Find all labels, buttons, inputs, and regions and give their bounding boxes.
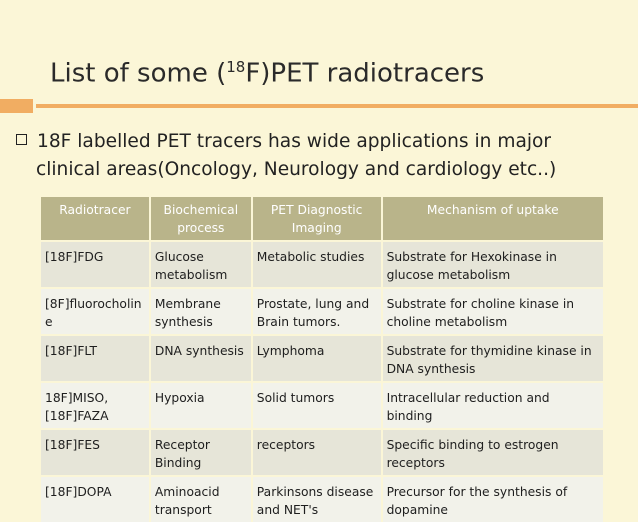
title-superscript: 18: [226, 58, 246, 76]
table-row: [41, 476, 604, 522]
table-cell: [18F]DOPA: [41, 476, 150, 522]
table-cell: [18F]FDG: [41, 241, 150, 288]
checkbox-bullet-icon: [16, 134, 27, 145]
accent-square: [0, 99, 33, 113]
table-row: [41, 429, 604, 476]
bullet-line-1: 18F labelled PET tracers has wide applications in major: [37, 131, 552, 152]
table-row: [41, 288, 604, 335]
table-cell: Metabolic studies: [252, 241, 382, 288]
header-pet-diagnostic-imaging: PET Diagnostic Imaging: [252, 197, 382, 241]
header-mechanism-of-uptake: Mechanism of uptake: [382, 197, 604, 241]
table-cell: Substrate for choline kinase in choline metabolism: [382, 288, 604, 335]
table-cell: [8F]fluorocholine: [41, 288, 150, 335]
header-radiotracer: Radiotracer: [41, 197, 150, 241]
table-cell: Specific binding to estrogen receptors: [382, 429, 604, 476]
radiotracer-table: [41, 197, 605, 522]
table-row: [41, 241, 604, 288]
table-cell: Glucose metabolism: [150, 241, 252, 288]
table-cell: Parkinsons disease and NET's: [252, 476, 382, 522]
table-cell: Lymphoma: [252, 335, 382, 382]
title-suffix: F)PET radiotracers: [245, 58, 485, 89]
table-cell: [18F]FLT: [41, 335, 150, 382]
title-divider: [36, 104, 638, 108]
table-cell: DNA synthesis: [150, 335, 252, 382]
slide-title-area: [0, 0, 638, 100]
table-cell: Hypoxia: [150, 382, 252, 429]
bullet-line-2: clinical areas(Oncology, Neurology and cardiology etc..): [36, 159, 557, 180]
table-cell: Precursor for the synthesis of dopamine: [382, 476, 604, 522]
table-cell: Receptor Binding: [150, 429, 252, 476]
table-cell: Membrane synthesis: [150, 288, 252, 335]
table-cell: Prostate, lung and Brain tumors.: [252, 288, 382, 335]
table-cell: Substrate for thymidine kinase in DNA synthesis: [382, 335, 604, 382]
table-cell: Aminoacid transport: [150, 476, 252, 522]
slide-title: [50, 58, 484, 89]
table-cell: [18F]FES: [41, 429, 150, 476]
title-prefix: List of some (: [50, 58, 227, 89]
table-row: [41, 335, 604, 382]
table-cell: Intracellular reduction and binding: [382, 382, 604, 429]
bullet-text: [16, 128, 616, 184]
table-cell: Solid tumors: [252, 382, 382, 429]
header-biochemical-process: Biochemical process: [150, 197, 252, 241]
table-row: [41, 382, 604, 429]
table-cell: receptors: [252, 429, 382, 476]
table-cell: 18F]MISO, [18F]FAZA: [41, 382, 150, 429]
table-header-row: [41, 197, 604, 241]
table-cell: Substrate for Hexokinase in glucose metabolism: [382, 241, 604, 288]
